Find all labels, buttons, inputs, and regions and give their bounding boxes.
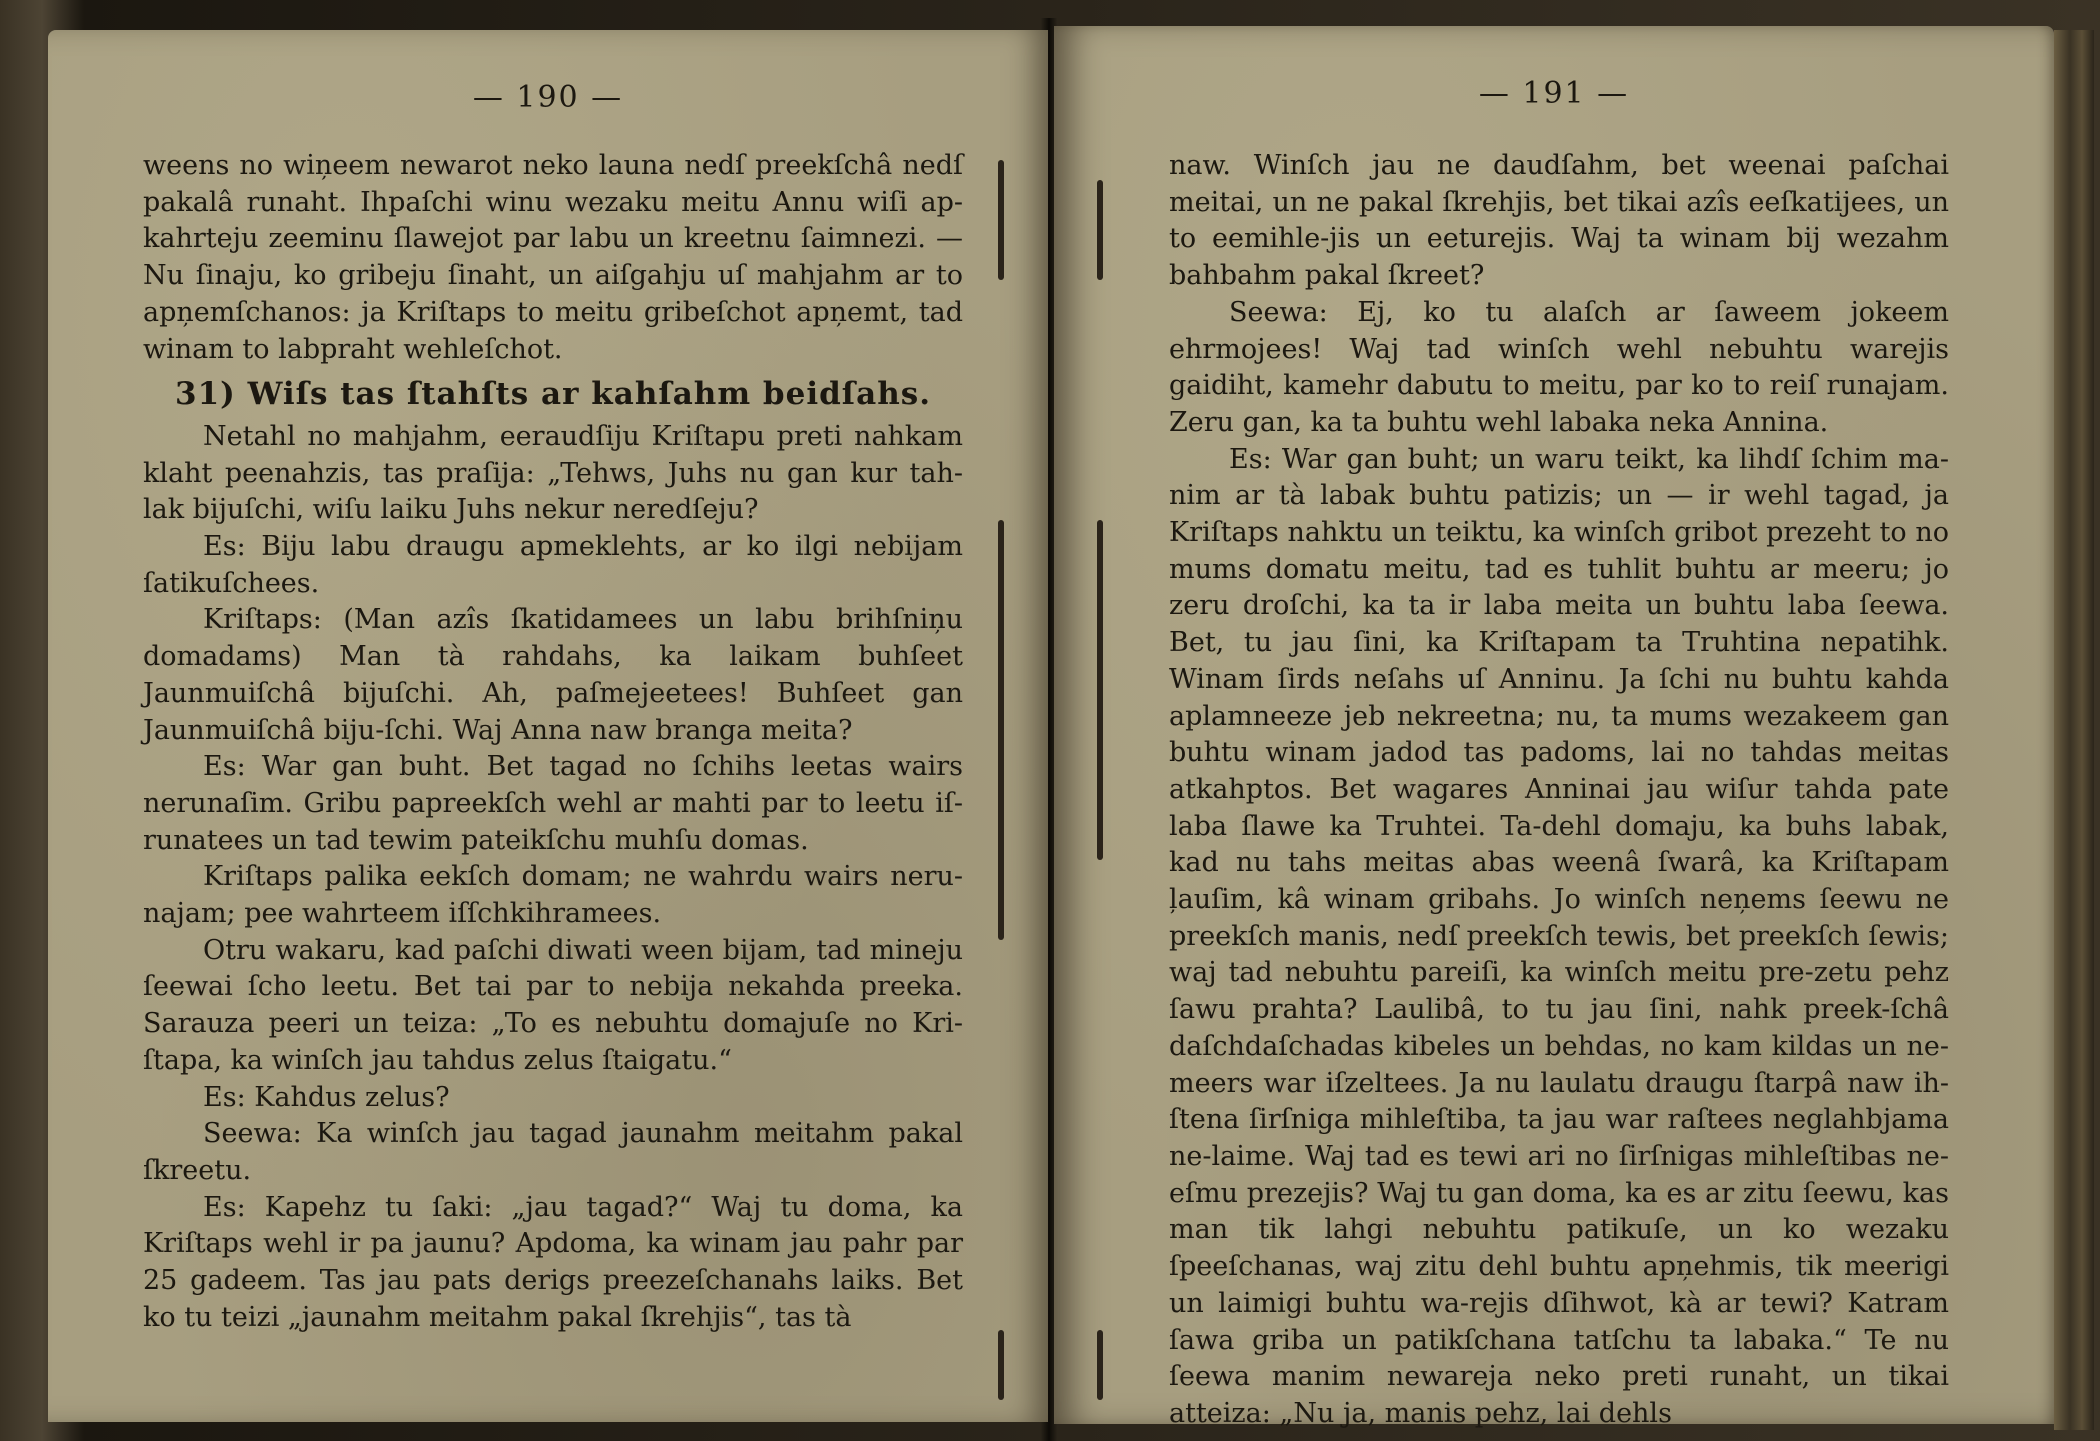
paragraph: Es: War gan buht. Bet tagad no ſchihs leetas wairs nerunaſim. Gribu papreekſch wehl ar mahti par to leetu iſ-runatees un tad tewim pateikſchu muhſu domas. (143, 751, 963, 856)
binding-thread (1097, 520, 1103, 860)
paragraph: Kriſtaps: (Man azîs ſkatidamees un labu brihſniņu domadams) Man tà rahdahs, ka laikam buhſeet Jaunmuiſchâ bijuſchi. Ah, paſmejeetees! Buhſeet gan Jaunmuiſchâ biju-ſchi. Waj Anna naw branga meita? (143, 604, 963, 746)
page-number: — 191 — (1478, 76, 1630, 111)
binding-thread (998, 520, 1004, 940)
binding-thread (998, 1330, 1004, 1400)
paragraph: Es: Kapehz tu ſaki: „jau tagad?“ Waj tu doma, ka Kriſtaps wehl ir pa jaunu? Apdoma, ka winam jau pahr par 25 gadeem. Tas jau pats derigs preezeſchanahs laiks. Bet ko tu teizi „jaunahm meitahm pakal ſkrehjis“, tas tà (143, 1191, 963, 1333)
page-text (1169, 148, 1949, 1433)
right-page (1054, 26, 2054, 1429)
paragraph: Es: Biju labu draugu apmeklehts, ar ko ilgi nebijam ſatikuſchees. (143, 531, 963, 599)
paragraph: Seewa: Ej, ko tu alaſch ar ſaweem jokeem ehrmojees! Waj tad winſch wehl nebuhtu warejis gaidiht, kamehr dabutu to meitu, par ko to reiſ runajam. Zeru gan, ka ta buhtu wehl labaka neka Annina. (1169, 296, 1949, 438)
binding-thread (998, 160, 1004, 280)
page-number: — 190 — (472, 80, 624, 115)
paragraph: Seewa: Ka winſch jau tagad jaunahm meitahm pakal ſkreetu. (143, 1118, 963, 1186)
page-text (143, 148, 963, 1337)
left-page (48, 30, 1048, 1422)
paragraph: weens no wiņeem newarot neko launa nedſ preekſchâ nedſ pakalâ runaht. Ihpaſchi winu wezaku meitu Annu wiſi ap-kahrteju zeeminu ſlawejot par labu un kreetnu ſaimnezi. — Nu ſinaju, ko gribeju ſinaht, un aiſgahju uſ mahjahm ar to apņemſchanos: ja Kriſtaps to meitu gribeſchot apņemt, tad winam to labpraht wehleſchot. (143, 150, 963, 365)
section-heading: 31) Wiſs tas ſtahſts ar kahſahm beidſahs. (175, 376, 931, 413)
paragraph: Es: War gan buht; un waru teikt, ka lihdſ ſchim ma-nim ar tà labak buhtu patizis; un — ir wehl tagad, ja Kriſtaps nahktu un teiktu, ka winſch gribot prezeht to no mums domatu meitu, tad es tuhlit buhtu ar meeru; jo zeru droſchi, ka ta ir laba meita un buhtu laba ſeewa. Bet, tu jau ſini, ka Kriſtapam ta Truhtina nepatihk. Winam ſirds neſahs uſ Anninu. Ja ſchi nu buhtu kahda aplamneeze jeb nekreetna; nu, ta mums wezakeem gan buhtu winam jadod tas padoms, lai no tahdas meitas atkahptos. Bet wagares Anninai jau wiſur tahda pate laba ſlawe ka Truhtei. Ta-dehl domaju, ka buhs labak, kad nu tahs meitas abas weenâ ſwarâ, ka Kriſtapam ļauſim, kâ winam gribahs. Jo winſch neņems ſeewu ne preekſch manis, nedſ preekſch tewis, bet preekſch ſewis; waj tad nebuhtu pareiſi, ka winſch meitu pre-zetu pehz ſawu prahta? Laulibâ, to tu jau ſini, nahk preek-ſchâ daſchdaſchadas kibeles un behdas, no kam kildas un ne-meers war iſzeltees. Ja nu laulatu draugu ſtarpâ naw ih-ſtena ſirſniga mihleſtiba, ta jau war raſtees neglahbjama ne-laime. Waj tad es tewi ari no ſirſnigas mihleſtibas ne-eſmu prezejis? Waj tu gan doma, ka es ar zitu ſeewu, kas man tik lahgi nebuhtu patikuſe, un ko wezaku ſpeeſchanas, waj zitu dehl buhtu apņehmis, tik meerigi un laimigi buhtu wa-rejis dſihwot, kà ar tewi? Katram ſawa griba un patikſchana tatſchu ta labaka.“ Te nu ſeewa manim newareja neko preti runaht, un tikai atteiza: „Nu ja, manis pehz, lai dehls (1169, 443, 1949, 1429)
binding-thread (1097, 180, 1103, 280)
paragraph: Es: Kahdus zelus? (203, 1081, 450, 1113)
paragraph: Otru wakaru, kad paſchi diwati ween bijam, tad mineju ſeewai ſcho leetu. Bet tai par to nebija nekahda preeka. Sarauza peeri un teiza: „To es nebuhtu domajuſe no Kri-ſtapa, ka winſch jau tahdus zelus ſtaigatu.“ (143, 934, 963, 1076)
page-edges (2054, 30, 2094, 1430)
binding-thread (1097, 1330, 1103, 1400)
paragraph: Netahl no mahjahm, eeraudſiju Kriſtapu preti nahkam klaht peenahzis, tas praſija: „Tehws, Juhs nu gan kur tah-lak bijuſchi, wiſu laiku Juhs nekur neredſeju? (143, 420, 963, 526)
paragraph: Kriſtaps palika eekſch domam; ne wahrdu wairs neru-najam; pee wahrteem iſſchkihramees. (143, 861, 963, 930)
paragraph: naw. Winſch jau ne daudſahm, bet weenai paſchai meitai, un ne pakal ſkrehjis, bet tikai azîs eeſkatijees, un to eemihle-jis un eeturejis. Waj ta winam bij wezahm bahbahm pakal ſkreet? (1169, 150, 1949, 292)
